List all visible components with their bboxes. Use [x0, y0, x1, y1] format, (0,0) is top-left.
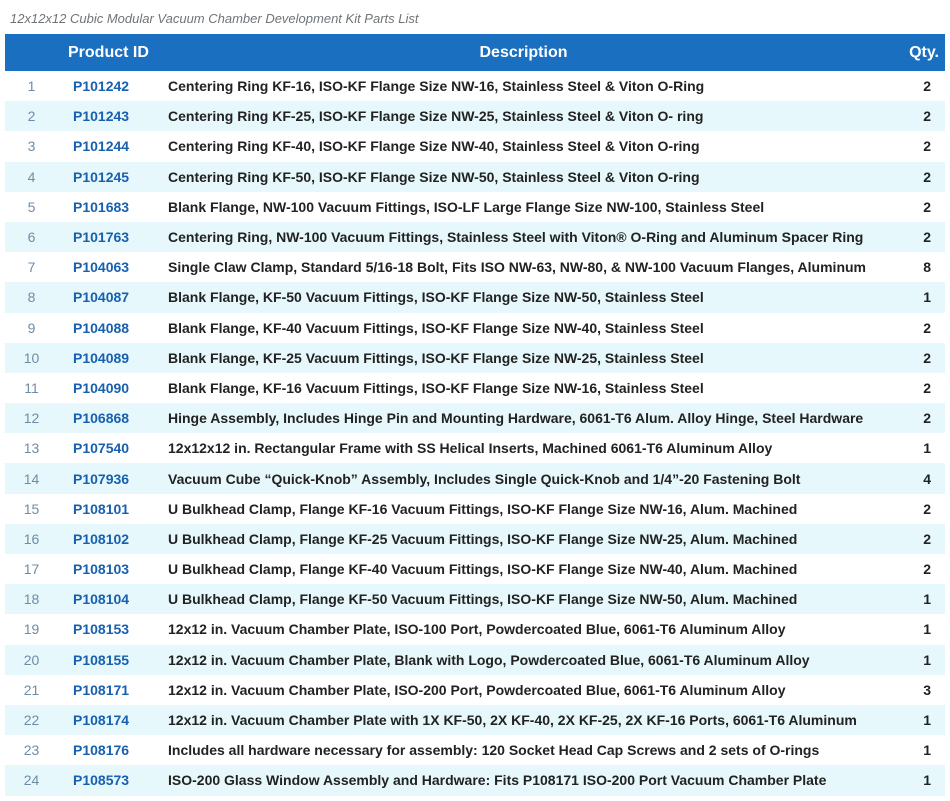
quantity: 1	[923, 591, 931, 608]
product-id: P108174	[73, 712, 130, 729]
quantity: 2	[923, 410, 931, 427]
row-number: 15	[23, 500, 40, 517]
table-row	[5, 282, 945, 312]
row-number: 14	[23, 470, 40, 487]
description: Centering Ring KF-25, ISO-KF Flange Size NW-25, Stainless Steel & Viton O- ring	[168, 108, 704, 125]
row-number: 2	[27, 108, 36, 125]
description: U Bulkhead Clamp, Flange KF-50 Vacuum Fittings, ISO-KF Flange Size NW-50, Alum. Machined	[168, 591, 798, 608]
product-id: P108153	[73, 621, 130, 638]
row-number: 22	[23, 712, 40, 729]
quantity: 2	[923, 168, 931, 185]
table-row	[5, 343, 945, 373]
table-row	[5, 433, 945, 463]
description: Centering Ring, NW-100 Vacuum Fittings, Stainless Steel with Viton® O-Ring and Aluminum Spacer Ring	[168, 229, 864, 246]
table-row	[5, 735, 945, 765]
product-id: P104090	[73, 379, 130, 396]
product-id: P108176	[73, 742, 130, 759]
description: 12x12 in. Vacuum Chamber Plate, ISO-200 Port, Powdercoated Blue, 6061-T6 Aluminum Alloy	[168, 681, 786, 698]
quantity: 2	[923, 349, 931, 366]
row-number: 13	[23, 440, 40, 457]
product-id: P101763	[73, 229, 130, 246]
row-number: 20	[23, 651, 40, 668]
description: 12x12 in. Vacuum Chamber Plate, ISO-100 Port, Powdercoated Blue, 6061-T6 Aluminum Alloy	[168, 621, 786, 638]
product-id: P101244	[73, 138, 130, 155]
description: ISO-200 Glass Window Assembly and Hardware: Fits P108171 ISO-200 Port Vacuum Chamber Plate	[168, 772, 827, 789]
row-number: 19	[23, 621, 40, 638]
product-id: P108104	[73, 591, 130, 608]
table-row	[5, 524, 945, 554]
parts-table	[5, 34, 945, 796]
table-row	[5, 494, 945, 524]
product-id: P108155	[73, 651, 130, 668]
product-id: P104088	[73, 319, 130, 336]
quantity: 2	[923, 500, 931, 517]
quantity: 4	[923, 470, 931, 487]
product-id: P104063	[73, 259, 130, 276]
quantity: 1	[923, 742, 931, 759]
table-row	[5, 313, 945, 343]
description: 12x12 in. Vacuum Chamber Plate, Blank with Logo, Powdercoated Blue, 6061-T6 Aluminum Alloy	[168, 651, 810, 668]
description: Blank Flange, KF-40 Vacuum Fittings, ISO-KF Flange Size NW-40, Stainless Steel	[168, 319, 704, 336]
product-id: P101242	[73, 78, 130, 95]
quantity: 1	[923, 772, 931, 789]
quantity: 2	[923, 530, 931, 547]
description: Blank Flange, KF-16 Vacuum Fittings, ISO-KF Flange Size NW-16, Stainless Steel	[168, 379, 704, 396]
row-number: 5	[27, 198, 36, 215]
quantity: 2	[923, 78, 931, 95]
table-row	[5, 222, 945, 252]
row-number: 10	[23, 349, 40, 366]
table-row	[5, 645, 945, 675]
product-id: P108103	[73, 561, 130, 578]
table-row	[5, 192, 945, 222]
table-row	[5, 584, 945, 614]
quantity: 2	[923, 379, 931, 396]
description: Single Claw Clamp, Standard 5/16-18 Bolt, Fits ISO NW-63, NW-80, & NW-100 Vacuum Flanges, Aluminum	[168, 259, 866, 276]
row-number: 9	[27, 319, 36, 336]
row-number: 11	[24, 379, 39, 396]
product-id: P107540	[73, 440, 130, 457]
quantity: 2	[923, 561, 931, 578]
product-id: P104087	[73, 289, 130, 306]
row-number: 21	[23, 681, 40, 698]
description: Hinge Assembly, Includes Hinge Pin and Mounting Hardware, 6061-T6 Alum. Alloy Hinge, Steel Hardware	[168, 410, 864, 427]
table-row	[5, 252, 945, 282]
table-row	[5, 101, 945, 131]
header-description: Description	[479, 43, 568, 61]
product-id: P101243	[73, 108, 130, 125]
table-row	[5, 131, 945, 161]
table-row	[5, 403, 945, 433]
quantity: 1	[923, 651, 931, 668]
quantity: 3	[923, 681, 931, 698]
product-id: P101245	[73, 168, 130, 185]
row-number: 8	[27, 289, 36, 306]
quantity: 1	[923, 289, 931, 306]
quantity: 1	[923, 621, 931, 638]
table-row	[5, 554, 945, 584]
quantity: 2	[923, 198, 931, 215]
description: U Bulkhead Clamp, Flange KF-16 Vacuum Fittings, ISO-KF Flange Size NW-16, Alum. Machined	[168, 500, 798, 517]
product-id: P108573	[73, 772, 130, 789]
table-row	[5, 675, 945, 705]
quantity: 2	[923, 229, 931, 246]
row-number: 18	[23, 591, 40, 608]
quantity: 8	[923, 259, 931, 276]
quantity: 1	[923, 712, 931, 729]
quantity: 2	[923, 108, 931, 125]
quantity: 1	[923, 440, 931, 457]
product-id: P104089	[73, 349, 130, 366]
table-row	[5, 614, 945, 644]
description: U Bulkhead Clamp, Flange KF-25 Vacuum Fittings, ISO-KF Flange Size NW-25, Alum. Machined	[168, 530, 798, 547]
row-number: 12	[23, 410, 40, 427]
header-qty: Qty.	[909, 43, 939, 61]
table-row	[5, 162, 945, 192]
description: Blank Flange, NW-100 Vacuum Fittings, ISO-LF Large Flange Size NW-100, Stainless Steel	[168, 198, 765, 215]
row-number: 16	[23, 530, 40, 547]
row-number: 1	[27, 78, 36, 95]
description: Blank Flange, KF-50 Vacuum Fittings, ISO-KF Flange Size NW-50, Stainless Steel	[168, 289, 704, 306]
description: Blank Flange, KF-25 Vacuum Fittings, ISO-KF Flange Size NW-25, Stainless Steel	[168, 349, 704, 366]
row-number: 7	[27, 259, 36, 276]
description: Vacuum Cube “Quick-Knob” Assembly, Includes Single Quick-Knob and 1/4”-20 Fastening Bolt	[168, 470, 801, 487]
header-product-id: Product ID	[68, 43, 149, 61]
description: 12x12 in. Vacuum Chamber Plate with 1X KF-50, 2X KF-40, 2X KF-25, 2X KF-16 Ports, 6061-T6 Aluminum	[168, 712, 857, 729]
description: Centering Ring KF-40, ISO-KF Flange Size NW-40, Stainless Steel & Viton O-ring	[168, 138, 700, 155]
product-id: P108171	[73, 681, 130, 698]
description: Centering Ring KF-50, ISO-KF Flange Size NW-50, Stainless Steel & Viton O-ring	[168, 168, 700, 185]
table-row	[5, 765, 945, 795]
row-number: 3	[27, 138, 36, 155]
description: Includes all hardware necessary for assembly: 120 Socket Head Cap Screws and 2 sets of O-rings	[168, 742, 820, 759]
row-number: 24	[23, 772, 40, 789]
page-title: 12x12x12 Cubic Modular Vacuum Chamber Development Kit Parts List	[10, 11, 419, 26]
row-number: 6	[27, 229, 36, 246]
table-row	[5, 373, 945, 403]
description: U Bulkhead Clamp, Flange KF-40 Vacuum Fittings, ISO-KF Flange Size NW-40, Alum. Machined	[168, 561, 798, 578]
table-header-row	[5, 34, 945, 71]
quantity: 2	[923, 138, 931, 155]
description: 12x12x12 in. Rectangular Frame with SS Helical Inserts, Machined 6061-T6 Aluminum Alloy	[168, 440, 773, 457]
table-row	[5, 71, 945, 101]
row-number: 4	[27, 168, 36, 185]
row-number: 17	[23, 561, 40, 578]
product-id: P108102	[73, 530, 130, 547]
product-id: P106868	[73, 410, 130, 427]
table-row	[5, 705, 945, 735]
product-id: P101683	[73, 198, 130, 215]
table-row	[5, 463, 945, 493]
header-row-number	[5, 34, 58, 71]
product-id: P107936	[73, 470, 130, 487]
row-number: 23	[23, 742, 40, 759]
description: Centering Ring KF-16, ISO-KF Flange Size NW-16, Stainless Steel & Viton O-Ring	[168, 78, 705, 95]
product-id: P108101	[73, 500, 130, 517]
quantity: 2	[923, 319, 931, 336]
